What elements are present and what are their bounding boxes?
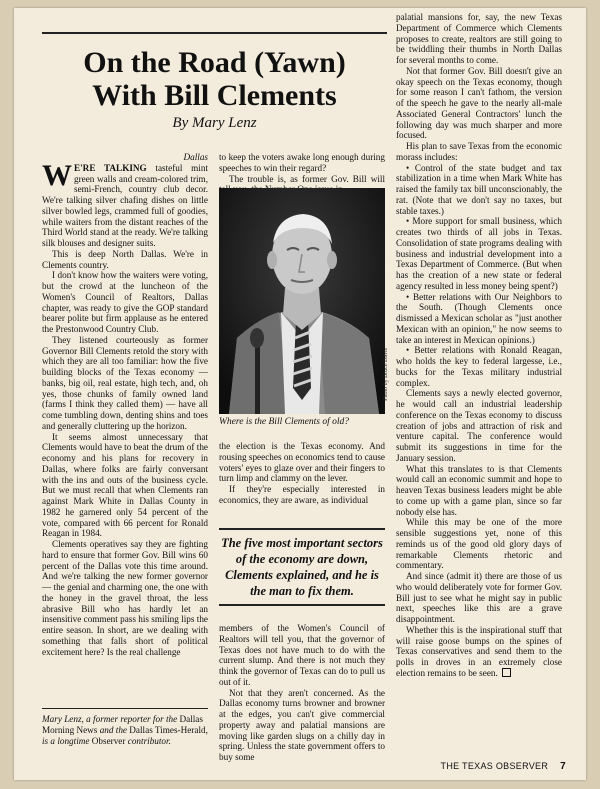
drop-cap: W bbox=[42, 158, 72, 192]
column-3 bbox=[396, 12, 562, 679]
page-number: 7 bbox=[560, 761, 566, 772]
dateline: Dallas bbox=[183, 152, 208, 162]
bullet-item: • More support for small business, which creates two thirds of all jobs in Texas. Consolidation of state programs dealing with business and industrial development into a Texas Department of Commerce. (But when has the creation of a new state or federal agency resulted in less money being spent?) bbox=[396, 216, 562, 291]
lead-caps: E'RE TALKING bbox=[74, 162, 147, 173]
bio-text: is a longtime bbox=[42, 735, 92, 746]
top-rule bbox=[42, 32, 387, 34]
clements-photo bbox=[219, 188, 385, 414]
photo-caption: Where is the Bill Clements of old? bbox=[219, 417, 349, 427]
paragraph: the election is the Texas economy. And rousing speeches on economics tend to cause voters' eyes to glaze over and their fingers to turn limp and clammy on the lever. bbox=[219, 441, 385, 484]
paragraph: Not that former Gov. Bill doesn't give an okay speech on the Texas economy, though for some reason I can't fathom, the version of the speech he gave to the nearly all-male Associated General Contractors' lunch the following day was much sharper and more focused. bbox=[396, 65, 562, 141]
end-mark-icon bbox=[502, 668, 511, 677]
lead-text: tasteful mint green walls and cream-colored trim, semi-French, country club decor. We're talking silver chafing dishes on little silver bowled legs, crammed full of goodies, while waiters from the distant reaches of the Third World stand at the ready. We're talking silk blouses and designer suits. bbox=[42, 162, 208, 248]
column-1 bbox=[42, 152, 208, 657]
bio-text: contributor. bbox=[125, 735, 171, 746]
bio-name: Mary Lenz, bbox=[42, 714, 84, 724]
bio-text: a former reporter for the bbox=[83, 714, 180, 724]
paragraph: Clements says a newly elected governor, he would call an industrial leadership conference on the Texas economy to discuss creation of jobs and attraction of risk and venture capital. The conference would submit its suggestions in time for the January session. bbox=[396, 388, 562, 463]
bullet-item: • Better relations with Ronald Reagan, who holds the key to federal largesse, i.e., bucks for the Texas military industrial complex. bbox=[396, 345, 562, 388]
bullet-item: • Control of the state budget and tax stabilization in a time when Mark White has raised the family tax bill unconscionably, the rat. (Note that we don't say no taxes, but stable taxes.) bbox=[396, 162, 562, 216]
paragraph: This is deep North Dallas. We're in Clements country. bbox=[42, 248, 208, 270]
publication-name: THE TEXAS OBSERVER bbox=[440, 761, 549, 771]
paragraph: They listened courteously as former Governor Bill Clements retold the story with which they are all too familiar: how the five building blocks of the Texas economy — banks, big oil, real estate, high tech, and, oh yes, those chunks of family owned land (farms I think they called them) — have all come tumbling down, denting shins and toes and generally cluttering up the horizon. bbox=[42, 334, 208, 431]
photo-credit: Photo by Bruce Davis bbox=[383, 348, 389, 401]
paragraph: If they're especially interested in economics, they are aware, as individual bbox=[219, 484, 385, 505]
headline-line-1: On the Road (Yawn) bbox=[83, 46, 346, 79]
magazine-page bbox=[14, 8, 586, 780]
pull-quote: The five most important sectors of the economy are down, Clements explained, and he is the man to fix them. bbox=[219, 528, 385, 606]
column-2-middle bbox=[219, 441, 385, 506]
headline bbox=[42, 46, 387, 112]
bio-publication: Observer bbox=[91, 735, 126, 746]
paragraph: It seems almost unnecessary that Clements would have to beat the drum of the economy and his plans for recovery in Dallas, where folks are fairly conversant with the ins and outs of the business cycle. But we must recall that when Clements ran against Mark White in Dallas County in 1982 he garnered only 54 percent of the vote, compared with 66 percent for Ronald Reagan in 1984. bbox=[42, 431, 208, 539]
paragraph: While this may be one of the more sensible suggestions yet, none of this reminds us of the good old glory days of remarkable Clements rhetoric and commentary. bbox=[396, 517, 562, 571]
paragraph: Clements operatives say they are fighting hard to ensure that former Gov. Bill wins 60 percent of the Dallas vote this time around. And we're talking the new former governor — the genial and charming one, the one with the honey in the gravel throat, the less abrasive Bill who has hardly let an insensitive comment pass his smiling lips the entire season. In short, are we dealing with something that falls short of political excitement here? Is the real challenge bbox=[42, 539, 208, 657]
bullet-item: • Better relations with Our Neighbors to the South. (Though Clements once dismissed a Mexican scholar as "just another Mexican with an opinion," he now seems to take an interest in Mexican opinions.) bbox=[396, 291, 562, 345]
headline-line-2: With Bill Clements bbox=[92, 79, 337, 112]
paragraph: members of the Women's Council of Realtors will tell you, that the governor of Texas does not have much to do with the current slump. And there is not much they think the governor of Texas can do to pull us out of it. bbox=[219, 623, 385, 687]
paragraph: to keep the voters awake long enough during speeches to win their regard? bbox=[219, 152, 385, 173]
paragraph: Not that they aren't concerned. As the Dallas economy turns browner and browner at the edges, you can't give commercial property away and palatial mansions are moving like garden slugs on a chilly day in spring. Unless the state government offers to buy some bbox=[219, 687, 385, 762]
author-bio bbox=[42, 708, 208, 746]
paragraph: What this translates to is that Clements would call an economic summit and hope to heaven Texas business leaders might be able to come up with a game plan, since so far nobody else has. bbox=[396, 463, 562, 517]
bio-text: and the bbox=[97, 724, 130, 735]
page-footer bbox=[441, 761, 566, 772]
paragraph bbox=[396, 625, 562, 679]
paragraph: I don't know how the waiters were voting, but the crowd at the luncheon of the Women's Council of Realtors, Dallas chapter, was ready to give the GOP standard bearer polite but firm applause as he entered the Prestonwood Country Club. bbox=[42, 270, 208, 334]
byline: By Mary Lenz bbox=[172, 115, 257, 131]
paragraph: The trouble is, as former Gov. Bill will bbox=[229, 173, 385, 184]
bio-publication: Dallas Morning News bbox=[42, 714, 203, 735]
paragraph: And since (admit it) there are those of us who would deliberately vote for former Gov. Bill just to see what he might say in public next, speeches like this are a grave disappointment. bbox=[396, 571, 562, 624]
closing-text: Whether this is the inspirational stuff that will raise goose bumps on the spines of Texas conservatives and send them to the polls in droves in an extremely close election remains to be seen. bbox=[396, 624, 562, 678]
paragraph: palatial mansions for, say, the new Texas Department of Commerce which Clements proposes to create, realtors are still going to be twiddling their thumbs in North Dallas for several months to come. bbox=[396, 12, 562, 65]
paragraph: His plan to save Texas from the economic morass includes: bbox=[396, 141, 562, 162]
column-2-bottom bbox=[219, 623, 385, 763]
lead-paragraph bbox=[42, 158, 208, 249]
bio-publication: Dallas Times-Herald, bbox=[129, 724, 208, 735]
portrait-illustration bbox=[219, 188, 385, 414]
